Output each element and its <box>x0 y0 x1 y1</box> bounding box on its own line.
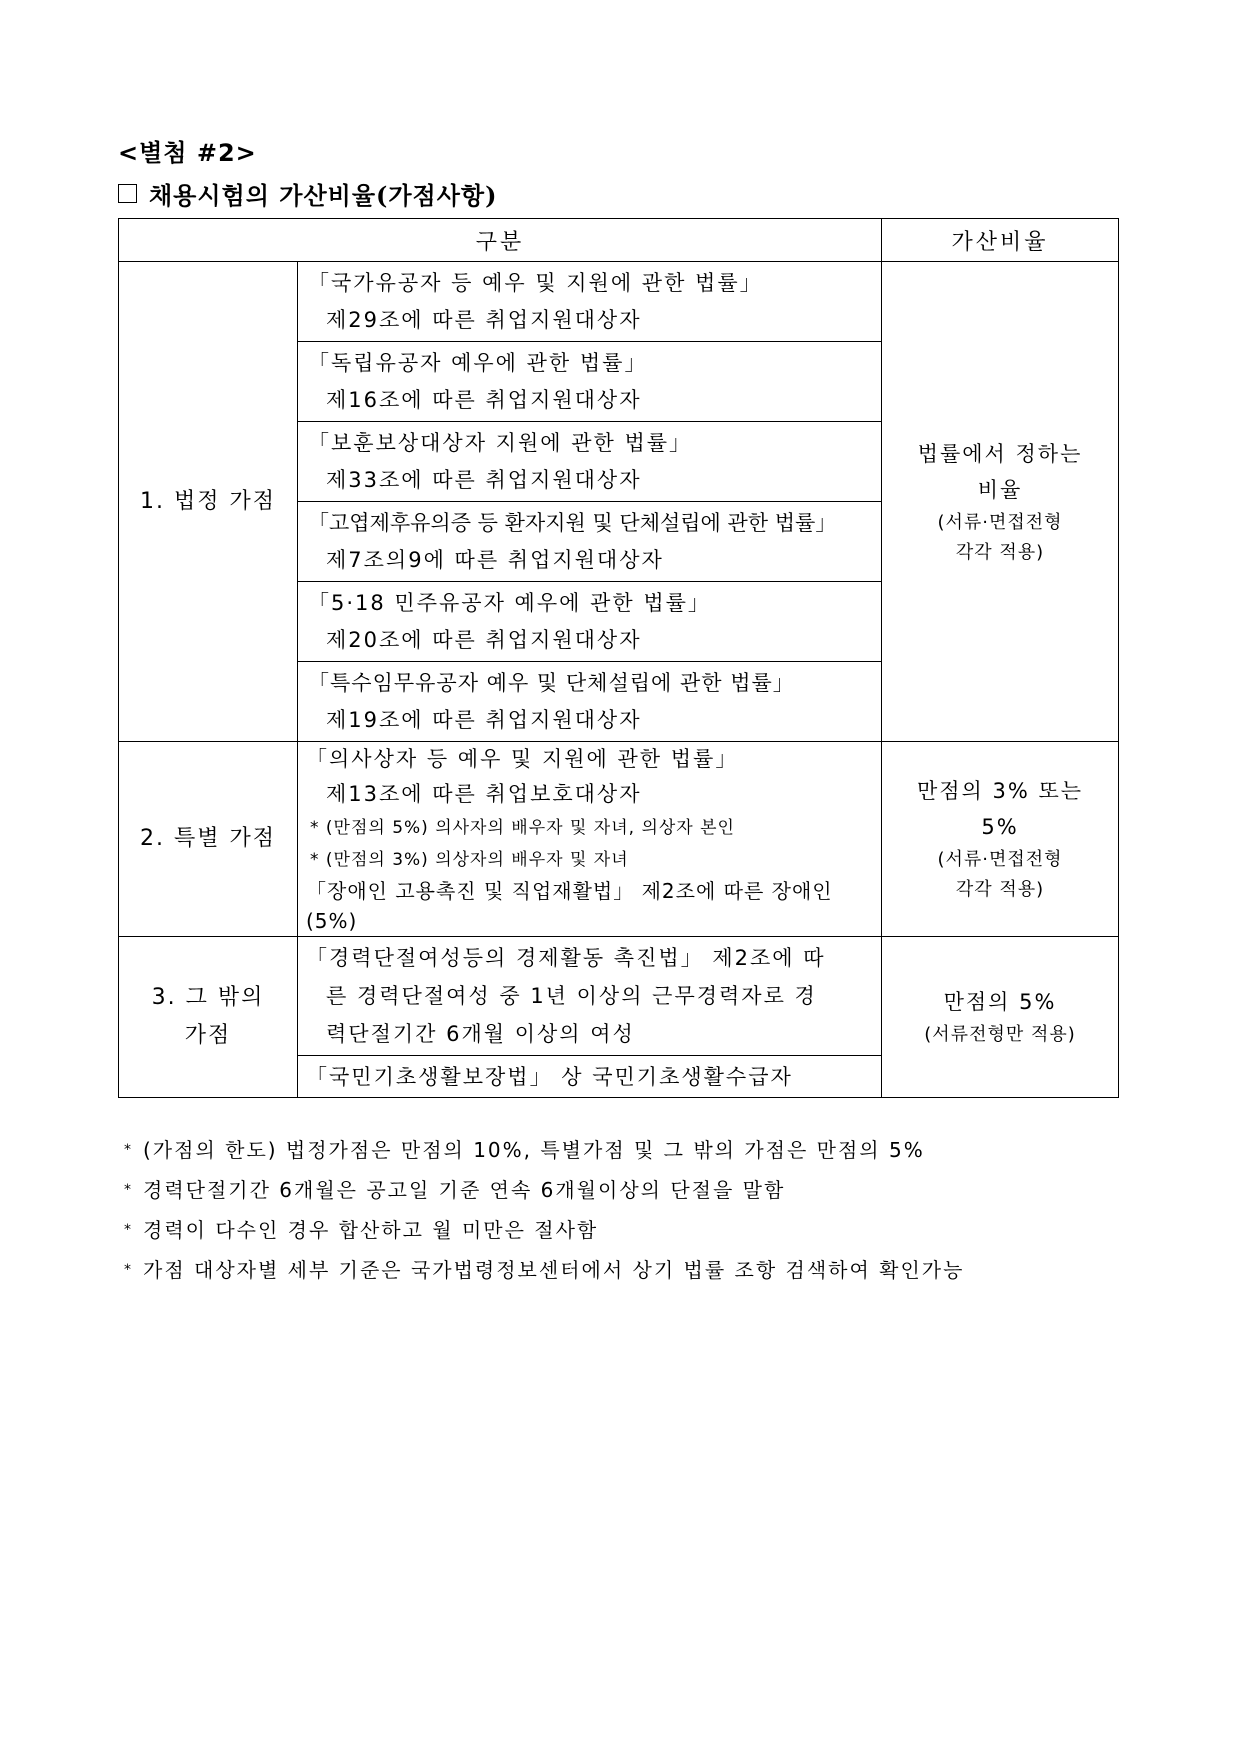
rate-note: (서류전형만 적용) <box>924 1024 1076 1045</box>
footnote-text: 경력단절기간 6개월은 공고일 기준 연속 6개월이상의 단절을 말함 <box>143 1178 786 1202</box>
special-cell <box>298 742 882 937</box>
heading-text: 채용시험의 가산비율(가점사항) <box>149 181 498 210</box>
law-title: 「의사상자 등 예우 및 지원에 관한 법률」 <box>306 747 739 771</box>
table-row <box>119 262 1119 342</box>
law-detail: 제20조에 따른 취업지원대상자 <box>326 627 642 652</box>
category-legal: 1. 법정 가점 <box>119 262 298 742</box>
footnote-text: (가점의 한도) 법정가점은 만점의 10%, 특별가점 및 그 밖의 가점은 만점의 5% <box>143 1138 925 1162</box>
law-title: 「5·18 민주유공자 예우에 관한 법률」 <box>308 590 711 615</box>
rate-note: (서류·면접전형 <box>937 511 1063 533</box>
career-text: 력단절기간 6개월 이상의 여성 <box>326 1022 635 1046</box>
rate-other <box>882 937 1119 1098</box>
career-text: 른 경력단절여성 중 1년 이상의 근무경력자로 경 <box>326 984 817 1008</box>
rate-legal <box>882 262 1119 742</box>
law-title: 「특수임무유공자 예우 및 단체설립에 관한 법률」 <box>308 670 795 695</box>
law-detail: 제29조에 따른 취업지원대상자 <box>326 307 642 332</box>
rate-text: 5% <box>981 815 1019 839</box>
header-category: 구분 <box>119 219 882 262</box>
footnote <box>124 1130 964 1170</box>
law-detail: 제33조에 따른 취업지원대상자 <box>326 467 642 492</box>
law-cell <box>298 422 882 502</box>
category-special: 2. 특별 가점 <box>119 742 298 937</box>
footnote <box>124 1250 964 1290</box>
rate-text: 만점의 3% 또는 <box>916 779 1084 803</box>
special-note: * (만점의 5%) 의사자의 배우자 및 자녀, 의상자 본인 <box>310 818 735 838</box>
law-title: 「보훈보상대상자 지원에 관한 법률」 <box>308 430 693 455</box>
category-text: 3. 그 밖의 <box>151 985 265 1010</box>
table-row <box>119 742 1119 937</box>
law-cell <box>298 342 882 422</box>
asterisk-icon: * <box>124 1222 133 1238</box>
table-header-row <box>119 219 1119 262</box>
special-note: * (만점의 3%) 의상자의 배우자 및 자녀 <box>310 850 629 870</box>
law-cell <box>298 262 882 342</box>
rate-note: 각각 적용) <box>955 879 1045 900</box>
rate-special <box>882 742 1119 937</box>
law-detail: 제13조에 따른 취업보호대상자 <box>326 782 642 806</box>
footnotes <box>124 1130 964 1290</box>
rate-text: 비율 <box>977 477 1023 502</box>
law-cell <box>298 582 882 662</box>
section-heading <box>118 176 497 211</box>
asterisk-icon: * <box>124 1142 133 1158</box>
footnote-text: 가점 대상자별 세부 기준은 국가법령정보센터에서 상기 법률 조항 검색하여 확인가능 <box>143 1258 965 1282</box>
basic-living-cell: 「국민기초생활보장법」 상 국민기초생활수급자 <box>298 1056 882 1098</box>
rate-note: 각각 적용) <box>955 541 1045 563</box>
category-other <box>119 937 298 1098</box>
career-text: 「경력단절여성등의 경제활동 촉진법」 제2조에 따 <box>306 946 826 970</box>
law-cell <box>298 662 882 742</box>
law-title: 「국가유공자 등 예우 및 지원에 관한 법률」 <box>308 270 763 295</box>
header-rate: 가산비율 <box>882 219 1119 262</box>
category-text: 가점 <box>184 1023 232 1048</box>
law-detail: 제19조에 따른 취업지원대상자 <box>326 707 642 732</box>
footnote <box>124 1210 964 1250</box>
law-title: 「독립유공자 예우에 관한 법률」 <box>308 350 648 375</box>
footnote <box>124 1170 964 1210</box>
career-cell <box>298 937 882 1056</box>
rate-text: 법률에서 정하는 <box>917 441 1083 466</box>
table-row <box>119 937 1119 1056</box>
rate-note: (서류·면접전형 <box>937 849 1063 870</box>
footnote-text: 경력이 다수인 경우 합산하고 월 미만은 절사함 <box>143 1218 599 1242</box>
asterisk-icon: * <box>124 1182 133 1198</box>
law-cell <box>298 502 882 582</box>
disabled-law-rate: (5%) <box>306 909 358 933</box>
law-detail: 제7조의9에 따른 취업지원대상자 <box>326 547 664 572</box>
law-detail: 제16조에 따른 취업지원대상자 <box>326 387 642 412</box>
asterisk-icon: * <box>124 1262 133 1278</box>
disabled-law: 「장애인 고용촉진 및 직업재활법」 제2조에 따른 장애인 <box>306 879 833 903</box>
checkbox-square-icon <box>118 184 137 203</box>
attachment-label: <별첨 #2> <box>118 139 257 167</box>
rate-text: 만점의 5% <box>943 990 1057 1014</box>
law-title: 「고엽제후유의증 등 환자지원 및 단체설립에 관한 법률」 <box>308 510 837 535</box>
bonus-rate-table <box>118 218 1119 1098</box>
